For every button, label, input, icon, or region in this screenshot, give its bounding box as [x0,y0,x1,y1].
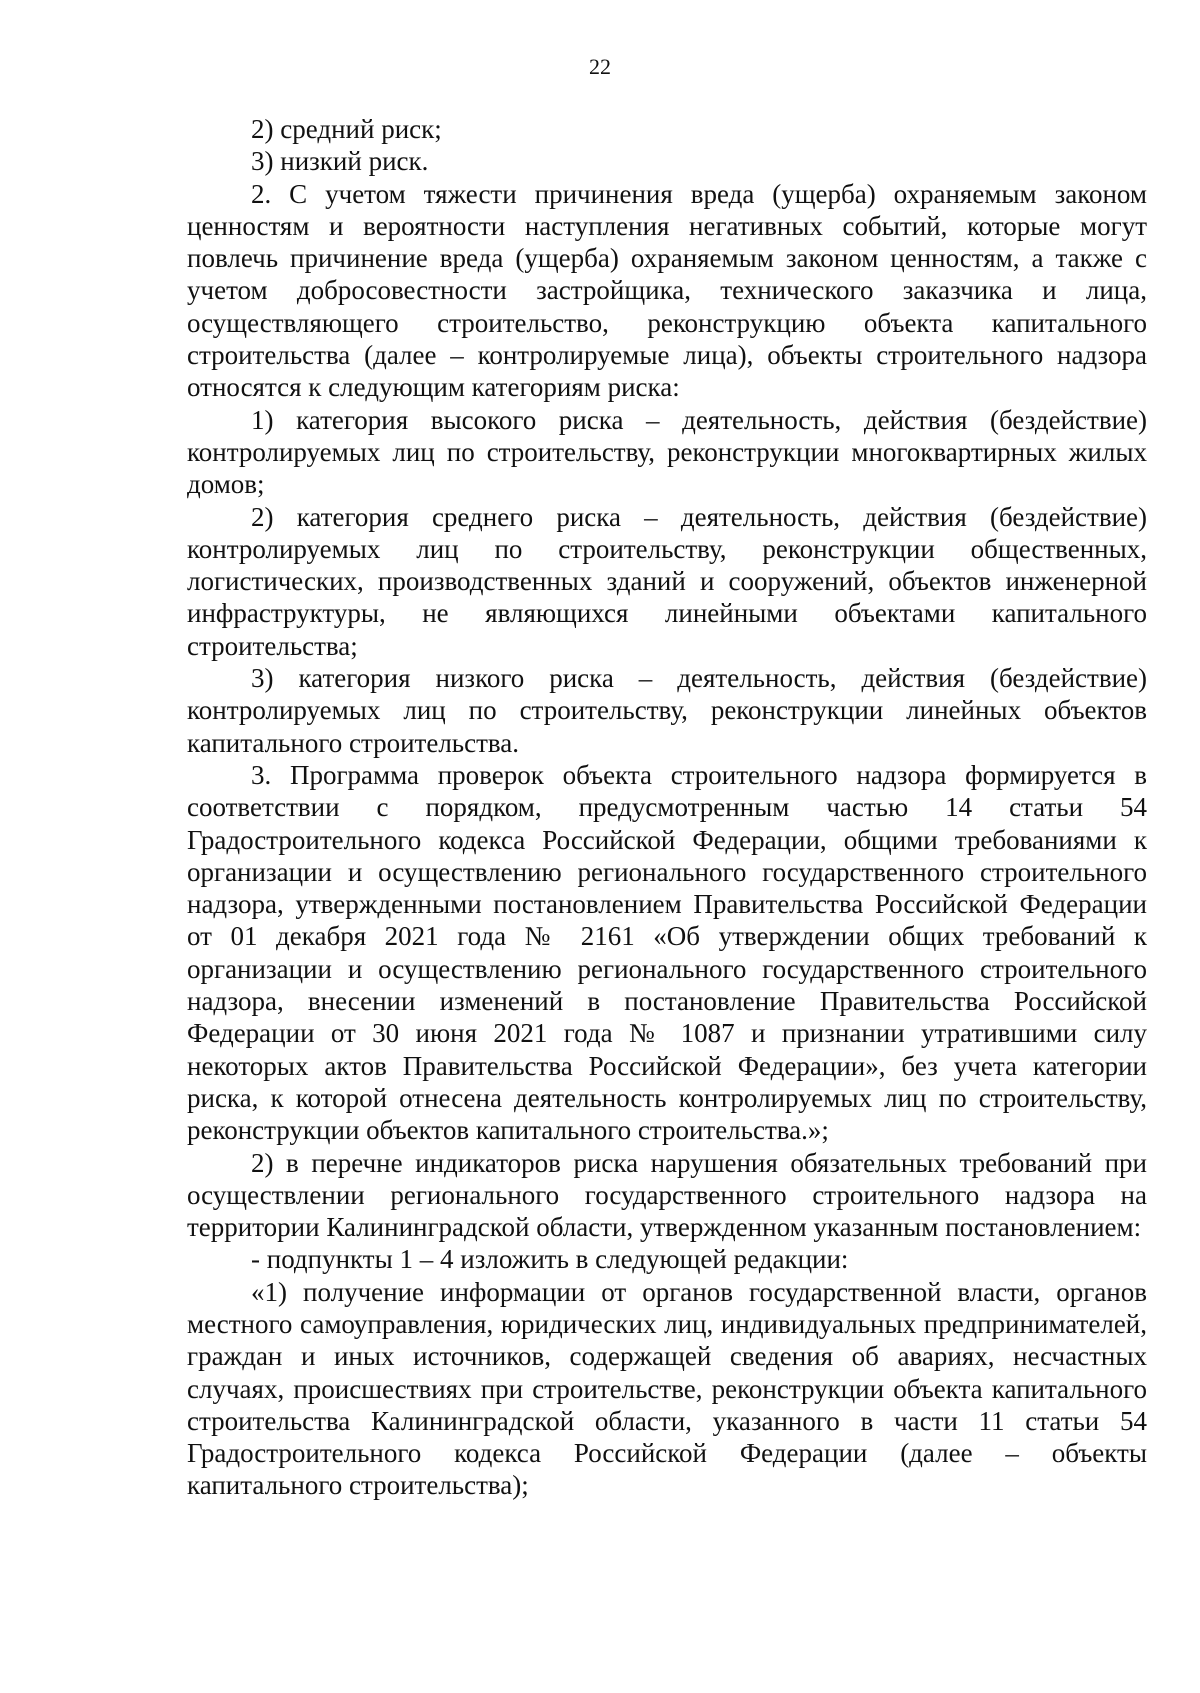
paragraph-risk-low: 3) низкий риск. [251,146,429,177]
document-body [187,113,1147,1502]
page-number: 22 [589,54,611,79]
paragraph-item-3: 3. Программа проверок объекта строительного надзора формируется в соответствии с порядком, предусмотренным частью 14 статьи 54 Градостроительного кодекса Российской Федерации, общими требованиями к организации и осуществлению регионального государственного строительного надзора, утвержденными постановлением Правительства Российской Федерации от 01 декабря 2021 года № 2161 «Об утверждении общих требований к организации и осуществлению регионального государственного строительного надзора, внесении изменений в постановление Правительства Российской Федерации от 30 июня 2021 года № 1087 и признании утратившими силу некоторых актов Правительства Российской Федерации», без учета категории риска, к которой отнесена деятельность контролируемых лиц по строительству, реконструкции объектов капитального строительства.»; [187,759,1147,1146]
paragraph-category-high: 1) категория высокого риска – деятельность, действия (бездействие) контролируемых лиц по строительству, реконструкции многоквартирных жилых домов; [187,404,1147,500]
paragraph-indicator-1: «1) получение информации от органов государственной власти, органов местного самоуправления, юридических лиц, индивидуальных предпринимателей, граждан и иных источников, содержащей сведения об авариях, несчастных случаях, происшествиях при строительстве, реконструкции объекта капитального строительства Калининградской области, указанного в части 11 статьи 54 Градостроительного кодекса Российской Федерации (далее – объекты капитального строительства); [187,1276,1147,1501]
paragraph-risk-medium: 2) средний риск; [251,114,442,144]
paragraph-risk-indicators: 2) в перечне индикаторов риска нарушения обязательных требований при осуществлении регионального государственного строительного надзора на территории Калининградской области, утвержденном указанным постановлением: [187,1147,1147,1243]
paragraph-category-medium: 2) категория среднего риска – деятельность, действия (бездействие) контролируемых лиц по строительству, реконструкции общественных, логистических, производственных зданий и сооружений, объектов инженерной инфраструктуры, не являющихся линейными объектами капитального строительства; [187,501,1147,661]
paragraph-item-2: 2. С учетом тяжести причинения вреда (ущерба) охраняемым законом ценностям и вероятности наступления негативных событий, которые могут повлечь причинение вреда (ущерба) охраняемым законом ценностям, а также с учетом добросовестности застройщика, технического заказчика и лица, осуществляющего строительство, реконструкцию объекта капитального строительства (далее – контролируемые лица), объекты строительного надзора относятся к следующим категориям риска: [187,178,1147,403]
paragraph-category-low: 3) категория низкого риска – деятельность, действия (бездействие) контролируемых лиц по строительству, реконструкции линейных объектов капитального строительства. [187,663,1147,758]
paragraph-subitems-note: - подпункты 1 – 4 изложить в следующей редакции: [251,1244,849,1275]
